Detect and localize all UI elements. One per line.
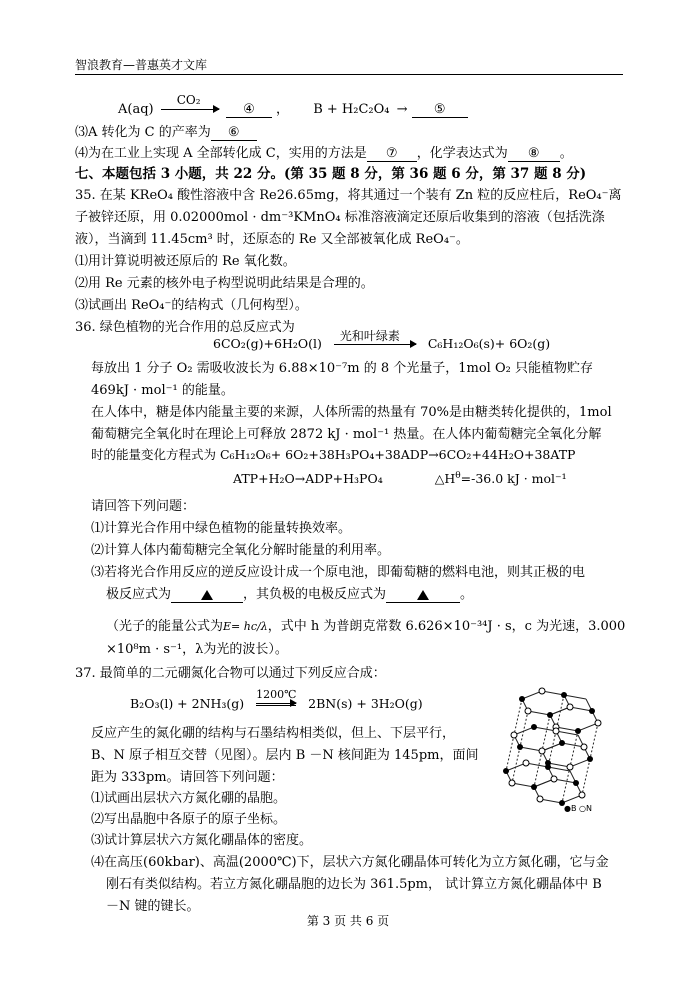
q35-line-2: 子被锌还原，用 0.02000mol · dm⁻³KMnO₄ 标准溶液滴定还原后收集到的溶液（包括洗涤 — [75, 210, 605, 225]
q37-sub-1: ⑴试画出层状六方氮化硼的晶胞。 — [91, 791, 287, 806]
q36-line-5: 葡萄糖完全氧化时在理论上可释放 2872 kJ · mol⁻¹ 热量。在人体内葡萄糖完全氧化分解 — [91, 427, 602, 442]
photosynthesis-equation — [213, 329, 551, 351]
q36-line-1: 36. 绿色植物的光合作用的总反应式为 — [75, 320, 295, 335]
photosynthesis-arrow — [334, 329, 416, 345]
photosynthesis-arrow-label: 光和叶绿素 — [339, 329, 400, 343]
triangle-icon — [201, 590, 213, 600]
blank-positive-electrode — [171, 587, 243, 603]
q36-note-2: ×10⁸m · s⁻¹，λ为光的波长）。 — [106, 642, 288, 657]
q4-mid: ，化学表达式为 — [416, 146, 508, 161]
lattice-legend: ●B ○N — [564, 804, 592, 813]
q35-sub-3: ⑶试画出 ReO₄⁻的结构式（几何构型）。 — [75, 298, 308, 313]
note-post: ，式中 h 为普朗克常数 6.626×10⁻³⁴J · s，c 为光速，3.000 — [267, 619, 626, 634]
q37-sub-4c: －N 键的键长。 — [106, 899, 200, 914]
q36-note — [106, 615, 625, 634]
section-title: 七、本题包括 3 小题，共 22 分。(第 35 题 8 分，第 36 题 6 分，第 37 题 8 分) — [75, 166, 587, 182]
document-header: 智浪教育—普惠英才文库 — [75, 58, 208, 72]
q36-line-4: 在人体中，糖是体内能量主要的来源，人体所需的热量有 70%是由糖类转化提供的，1mol — [91, 405, 612, 420]
q37-sub-4a: ⑷在高压(60kbar)、高温(2000℃)下，层状六方氮化硼晶体可转化为立方氮化硼，它与金 — [91, 855, 609, 870]
q4-text: ⑷为在工业上实现 A 全部转化成 C，实用的方法是 — [75, 146, 367, 161]
q36-line-2: 每放出 1 分子 O₂ 需吸收波长为 6.88×10⁻⁷m 的 8 个光量子，1mol O₂ 只能植物贮存 — [91, 361, 593, 376]
q35-line-1: 35. 在某 KReO₄ 酸性溶液中含 Re26.65mg，将其通过一个装有 Zn 粒的反应柱后，ReO₄⁻离 — [75, 188, 622, 203]
blank-4: ④ — [226, 102, 272, 118]
q37-sub-2: ⑵写出晶胞中各原子的原子坐标。 — [91, 812, 287, 827]
delta-h-value: =-36.0 kJ · mol⁻¹ — [460, 471, 567, 487]
q37-line-2: 反应产生的氮化硼的结构与石墨结构相类似，但上、下层平行， — [91, 726, 456, 741]
q36-eq-right: C₆H₁₂O₆(s)+ 6O₂(g) — [427, 336, 551, 351]
q36-sub-3a: ⑶若将光合作用反应的逆反应设计成一个原电池，即葡萄糖的燃料电池，则其正极的电 — [91, 565, 586, 580]
q36-s3b-end: 。 — [460, 587, 474, 602]
theta-symbol: θ — [455, 471, 461, 481]
q36-eq-left: 6CO₂(g)+6H₂O(l) — [213, 336, 322, 351]
page-footer: 第 3 页 共 6 页 — [306, 914, 390, 928]
q37-eq-right: 2BN(s) + 3H₂O(g) — [308, 696, 423, 711]
q37-line-1: 37. 最简单的二元硼氮化合物可以通过下列反应合成： — [75, 666, 386, 681]
photon-energy-formula: E= hc/λ — [223, 620, 268, 633]
q37-line-4: 距为 333pm。请回答下列问题： — [91, 770, 284, 785]
header-rule — [75, 74, 623, 75]
arrow-glyph: → — [396, 102, 408, 117]
blank-8: ⑧ — [508, 146, 560, 162]
delta-h: △H — [434, 471, 456, 487]
q35-sub-1: ⑴用计算说明被还原后的 Re 氧化数。 — [75, 254, 296, 269]
bn-equation — [130, 688, 423, 711]
q4-end: 。 — [559, 146, 573, 161]
q37-sub-4b: 刚石有类似结构。若立方氮化硼晶胞的边长为 361.5pm， 试计算立方氮化硼晶体中 B — [106, 877, 602, 892]
reaction-line-1 — [118, 93, 468, 118]
q36-s3b-mid: ，其负极的电极反应式为 — [243, 587, 387, 602]
blank-6: ⑥ — [211, 125, 257, 141]
q36-sub-3b — [106, 583, 473, 603]
q35-line-3: 液），当滴到 11.45cm³ 时，还原态的 Re 又全部被氧化成 ReO₄⁻。 — [75, 232, 469, 247]
q36-ask: 请回答下列问题： — [91, 499, 196, 514]
q37-line-3: B、N 原子相互交替（见图）。层内 B －N 核间距为 145pm，面间 — [91, 748, 479, 763]
q36-s3b-pre: 极反应式为 — [106, 587, 172, 602]
blank-negative-electrode — [386, 587, 460, 603]
reaction-arrow — [161, 93, 219, 110]
eq-right: B + H₂C₂O₄ — [313, 102, 390, 117]
q36-line-6: 时的能量变化方程式为 C₆H₁₂O₆+ 6O₂+38H₃PO₄+38ADP→6CO₂+44H₂O+38ATP — [91, 447, 576, 462]
atp-eq-text: ATP+H₂O→ADP+H₃PO₄ — [233, 471, 383, 487]
bn-arrow — [256, 688, 297, 706]
bn-arrow-label: 1200℃ — [256, 688, 297, 701]
blank-5: ⑤ — [412, 102, 468, 118]
blank-7: ⑦ — [367, 146, 417, 162]
q36-sub-1: ⑴计算光合作用中绿色植物的能量转换效率。 — [91, 521, 352, 536]
arrow-label: CO₂ — [176, 93, 201, 107]
q35-sub-2: ⑵用 Re 元素的核外电子构型说明此结果是合理的。 — [75, 276, 374, 291]
q3-text: ⑶A 转化为 C 的产率为 — [75, 125, 211, 140]
q3-line — [75, 121, 257, 141]
q4-line — [75, 142, 573, 162]
eq-left: A(aq) — [118, 102, 154, 117]
q36-sub-2: ⑵计算人体内葡萄糖完全氧化分解时能量的利用率。 — [91, 543, 391, 558]
q37-eq-left: B₂O₃(l) + 2NH₃(g) — [130, 696, 245, 711]
comma: ， — [276, 102, 290, 117]
atp-equation — [233, 471, 567, 486]
q36-line-3: 469kJ · mol⁻¹ 的能量。 — [91, 383, 234, 398]
triangle-icon — [417, 590, 429, 600]
boron-nitride-lattice-figure — [492, 685, 622, 813]
note-pre: （光子的能量公式为 — [106, 619, 224, 634]
q37-sub-3: ⑶试计算层状六方氮化硼晶体的密度。 — [91, 833, 313, 848]
